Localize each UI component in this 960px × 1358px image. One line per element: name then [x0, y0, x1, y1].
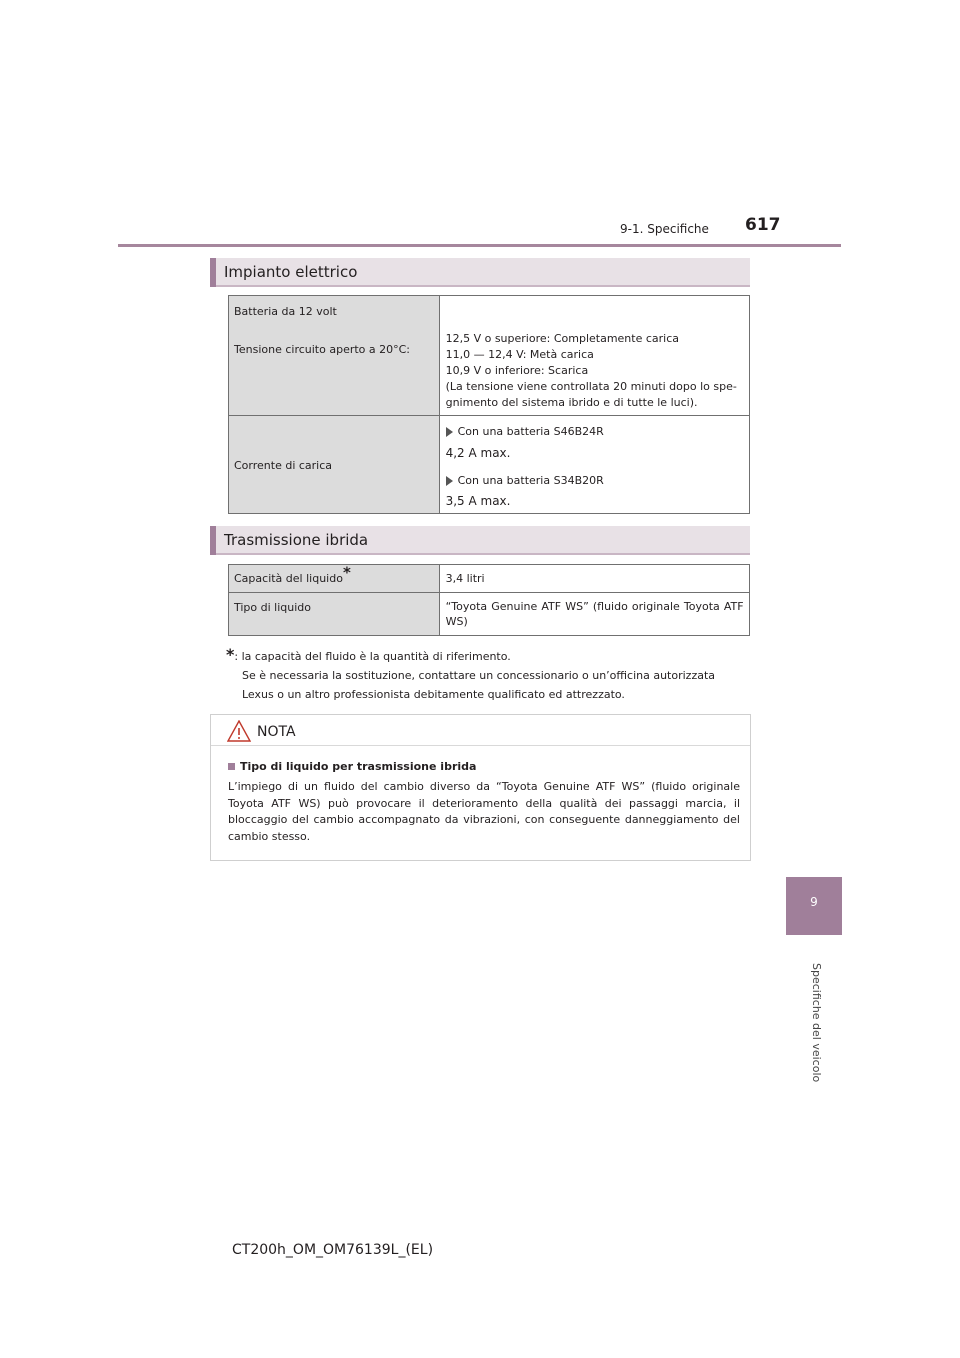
- charge-value-cell: [439, 416, 749, 514]
- hybrid-table: [228, 564, 750, 636]
- chapter-tab: [786, 877, 842, 935]
- voltage-line: 12,5 V o superiore: Completamente carica: [445, 332, 680, 345]
- fluid-capacity-label-cell: [229, 565, 440, 593]
- fluid-capacity-value: 3,4 litri: [445, 572, 485, 585]
- square-bullet-icon: [228, 763, 235, 770]
- fluid-capacity-value-cell: [439, 565, 749, 593]
- nota-body: L’impiego di un fluido del cambio diverso da “Toyota Genuine ATF WS” (fluido originale Toyota ATF WS) può provocare il deterioramento della qualità dei passaggi marcia, il bloccaggio del cambio accompagnato da vibrazioni, con conseguente danneggiamento del cambio stesso.: [228, 780, 740, 843]
- charge-item-value: 4,2 A max.: [445, 446, 511, 460]
- warning-triangle-icon: [227, 720, 251, 742]
- charge-item-value: 3,5 A max.: [445, 494, 511, 508]
- nota-box: [210, 714, 751, 861]
- page-number: 617: [745, 215, 781, 235]
- footnote: [226, 645, 746, 704]
- triangle-bullet-icon: [446, 427, 453, 437]
- fluid-capacity-label: Capacità del liquido*: [234, 563, 351, 585]
- document-code: CT200h_OM_OM76139L_(EL): [232, 1242, 434, 1258]
- section-header-electric: [210, 258, 750, 287]
- fluid-type-label-cell: [229, 593, 440, 636]
- voltage-line: gnimento del sistema ibrido e di tutte le luci).: [445, 396, 698, 409]
- charge-label: Corrente di carica: [234, 459, 333, 472]
- battery-label-cell: [229, 296, 440, 416]
- fluid-type-value-cell: [439, 593, 749, 636]
- section-accent: [210, 258, 216, 287]
- nota-subtitle: Tipo di liquido per trasmissione ibrida: [228, 760, 476, 773]
- nota-header: [211, 715, 750, 746]
- section-title-hybrid: Trasmissione ibrida: [224, 531, 369, 549]
- header-rule: [118, 244, 841, 247]
- footnote-mark: *: [226, 645, 235, 664]
- footnote-line: *: la capacità del fluido è la quantità di riferimento.: [226, 645, 511, 664]
- electric-table: [228, 295, 750, 514]
- section-title-electric: Impianto elettrico: [224, 263, 358, 281]
- voltage-line: 11,0 — 12,4 V: Metà carica: [445, 348, 594, 361]
- voltage-label: Tensione circuito aperto a 20°C:: [234, 343, 411, 356]
- fluid-type-value: “Toyota Genuine ATF WS” (fluido originale Toyota ATF WS): [445, 600, 744, 628]
- nota-title: NOTA: [257, 724, 296, 740]
- section-title: 9-1. Specifiche: [620, 222, 709, 236]
- charge-item-battery: Con una batteria S34B20R: [446, 473, 604, 488]
- triangle-bullet-icon: [446, 476, 453, 486]
- chapter-title: Specifiche del veicolo: [810, 963, 823, 1083]
- voltage-line: 10,9 V o inferiore: Scarica: [445, 364, 589, 377]
- charge-item-battery: Con una batteria S46B24R: [446, 424, 604, 439]
- voltage-value-cell: [439, 296, 749, 416]
- footnote-line: Se è necessaria la sostituzione, contattare un concessionario o un’officina autorizzata: [242, 669, 716, 682]
- charge-label-cell: [229, 416, 440, 514]
- voltage-values: [446, 331, 737, 411]
- fluid-type-label: Tipo di liquido: [234, 601, 312, 614]
- section-accent: [210, 526, 216, 555]
- footnote-line: Lexus o un altro professionista debitamente qualificato ed attrezzato.: [242, 688, 625, 701]
- chapter-number: 9: [810, 895, 818, 909]
- voltage-line: (La tensione viene controllata 20 minuti dopo lo spe-: [445, 380, 737, 393]
- section-header-hybrid: [210, 526, 750, 555]
- battery-label: Batteria da 12 volt: [234, 305, 337, 318]
